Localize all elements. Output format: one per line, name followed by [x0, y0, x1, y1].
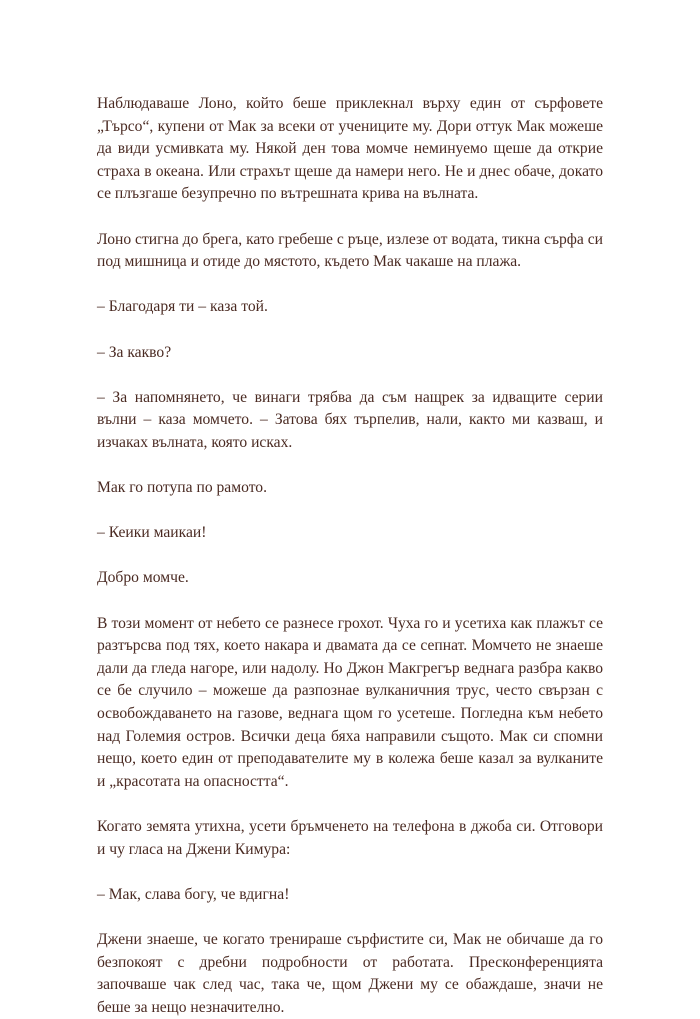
paragraph-8: Добро момче. — [97, 569, 189, 587]
paragraph-2: Лоно стигна до брега, като гребеше с ръце, излезе от водата, тикна сърфа си под мишница и отиде до мястото, където Мак чакаше на плажа. — [97, 230, 603, 271]
paragraph-10: Когато земята утихна, усети бръмченето на телефона в джоба си. Отговори и чу гласа на Джени Кимура: — [97, 818, 603, 858]
paragraph-11: – Мак, слава богу, че вдигна! — [97, 885, 290, 903]
paragraph-4: – За какво? — [97, 343, 172, 361]
paragraph-1: Наблюдаваше Лоно, който беше приклекнал върху един от сърфовете „Търсо“, купени от Мак за всеки от учениците му. Дори оттук Мак можеше да види усмивката му. Някой ден това момче неминуемо щеше да открие страха в океана. Или страхът щеше да намери него. Не и днес обаче, докато се плъзгаше безупречно по вътрешната крива на вълната. — [97, 95, 603, 203]
paragraph-5: – За напомнянето, че винаги трябва да съм нащрек за идващите серии вълни – каза момчето. – Затова бях търпелив, нали, както ми казваш, и изчаках вълната, която исках. — [97, 388, 603, 451]
paragraph-3: – Благодаря ти – каза той. — [97, 298, 268, 316]
paragraph-6: Мак го потупа по рамото. — [97, 479, 267, 497]
paragraph-7: – Кеики маикаи! — [97, 524, 207, 542]
paragraph-12: Джени знаеше, че когато тренираше сърфистите си, Мак не обичаше да го безпокоят с дребни подробности от работата. Пресконференцията започваше чак след час, така че, щом Джени му се обаждаше, значи не беше за нещо незначително. — [97, 930, 603, 1016]
paragraph-9: В този момент от небето се разнесе грохот. Чуха го и усетиха как плажът се разтърсва под тях, което накара и двамата да се сепнат. Момчето не знаеше дали да гледа нагоре, или надолу. Но Джон Макгрегър веднага разбра какво се бе случило – можеше да разпознае вулканичния трус, често свързан с освобождаването на газове, веднага щом го усетеше. Погледна към небето над Големия остров. Всички деца бяха направили същото. Мак си спомни нещо, което един от преподавателите му в колежа беше казал за вулканите и „красотата на опасността“. — [97, 614, 603, 790]
body-text — [97, 93, 603, 1019]
